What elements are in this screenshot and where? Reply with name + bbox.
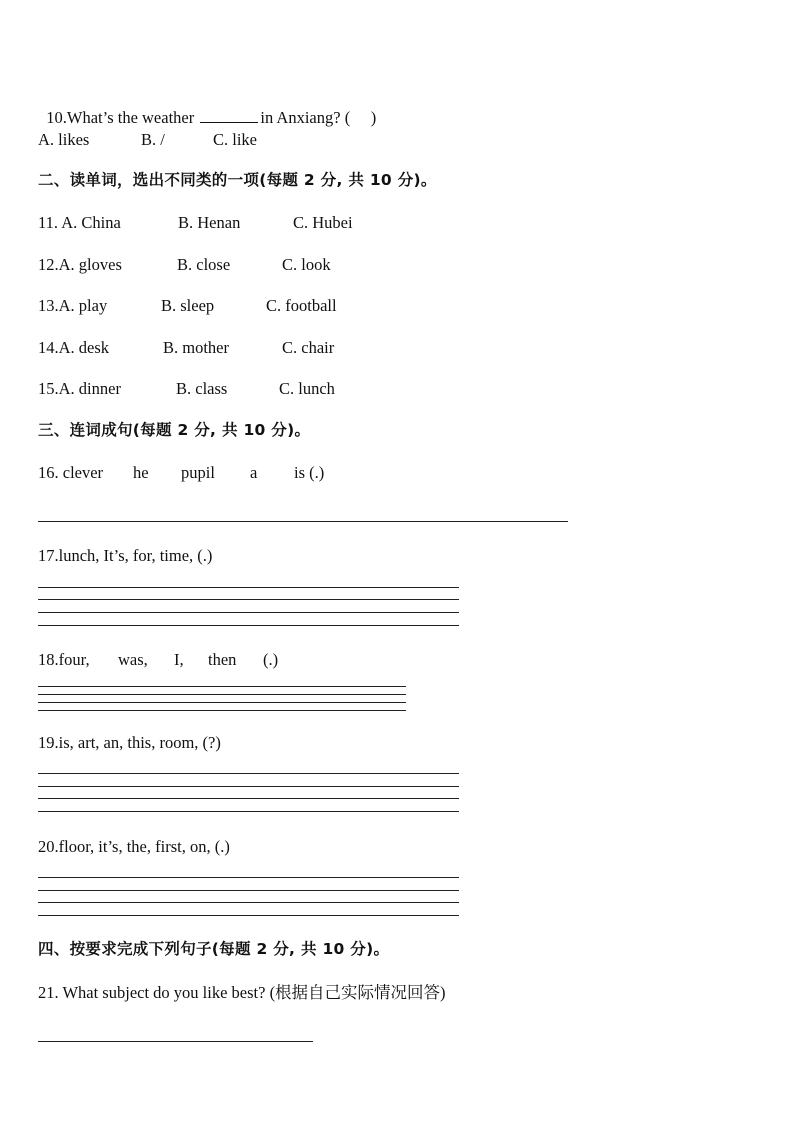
question-16	[38, 463, 438, 483]
answer-line[interactable]	[38, 702, 406, 703]
question-18	[38, 650, 438, 670]
option-a: A. likes	[38, 130, 90, 149]
answer-line[interactable]	[38, 625, 459, 626]
q10-text-after: in Anxiang?	[260, 108, 341, 127]
section-4-heading: 四、按要求完成下列句子(每题 2 分, 共 10 分)。	[38, 940, 390, 958]
answer-line[interactable]	[38, 694, 406, 695]
option-b: B. class	[176, 379, 228, 398]
option-c: C. football	[266, 296, 337, 315]
option-b: B. close	[177, 255, 231, 274]
question-15	[38, 379, 438, 399]
word: 18.four,	[38, 650, 90, 669]
option-a: 12.A. gloves	[38, 255, 122, 274]
option-c: C. like	[213, 130, 257, 149]
answer-line[interactable]	[38, 587, 459, 588]
question-14	[38, 338, 438, 358]
section-3-heading: 三、连词成句(每题 2 分, 共 10 分)。	[38, 421, 311, 439]
option-b: B. Henan	[178, 213, 241, 232]
answer-line[interactable]	[38, 773, 459, 774]
question-21: 21. What subject do you like best? (根据自己实际情况回答)	[38, 983, 446, 1002]
option-a: 13.A. play	[38, 296, 108, 315]
answer-line[interactable]	[38, 877, 459, 878]
question-13	[38, 296, 438, 316]
question-10	[38, 88, 376, 128]
option-b: B. /	[141, 130, 165, 149]
option-b: B. sleep	[161, 296, 215, 315]
answer-line[interactable]	[38, 890, 459, 891]
answer-blank[interactable]	[200, 108, 258, 123]
word: a	[250, 463, 258, 482]
answer-line[interactable]	[38, 710, 406, 711]
word: was,	[118, 650, 148, 669]
option-a: 11. A. China	[38, 213, 121, 232]
answer-line[interactable]	[38, 915, 459, 916]
answer-line[interactable]	[38, 686, 406, 687]
option-c: C. look	[282, 255, 331, 274]
question-19: 19.is, art, an, this, room, (?)	[38, 733, 221, 752]
question-12	[38, 255, 438, 275]
answer-parentheses: ( )	[340, 108, 377, 127]
answer-line[interactable]	[38, 521, 568, 522]
option-b: B. mother	[163, 338, 229, 357]
word: 16. clever	[38, 463, 104, 482]
answer-line[interactable]	[38, 612, 459, 613]
q10-text-before: 10.What’s the weather	[46, 108, 199, 127]
word: is (.)	[294, 463, 325, 482]
word: then	[208, 650, 237, 669]
answer-line[interactable]	[38, 786, 459, 787]
section-2-heading: 二、读单词，选出不同类的一项(每题 2 分, 共 10 分)。	[38, 171, 437, 189]
option-c: C. lunch	[279, 379, 335, 398]
word: pupil	[181, 463, 215, 482]
answer-line[interactable]	[38, 1041, 313, 1042]
option-a: 15.A. dinner	[38, 379, 121, 398]
answer-line[interactable]	[38, 599, 459, 600]
question-17: 17.lunch, It’s, for, time, (.)	[38, 546, 213, 565]
option-a: 14.A. desk	[38, 338, 110, 357]
word: (.)	[263, 650, 279, 669]
question-11	[38, 213, 438, 233]
q10-options	[38, 130, 438, 150]
option-c: C. chair	[282, 338, 335, 357]
option-c: C. Hubei	[293, 213, 353, 232]
answer-line[interactable]	[38, 902, 459, 903]
question-20: 20.floor, it’s, the, first, on, (.)	[38, 837, 230, 856]
word: he	[133, 463, 149, 482]
answer-line[interactable]	[38, 798, 459, 799]
word: I,	[174, 650, 184, 669]
answer-line[interactable]	[38, 811, 459, 812]
